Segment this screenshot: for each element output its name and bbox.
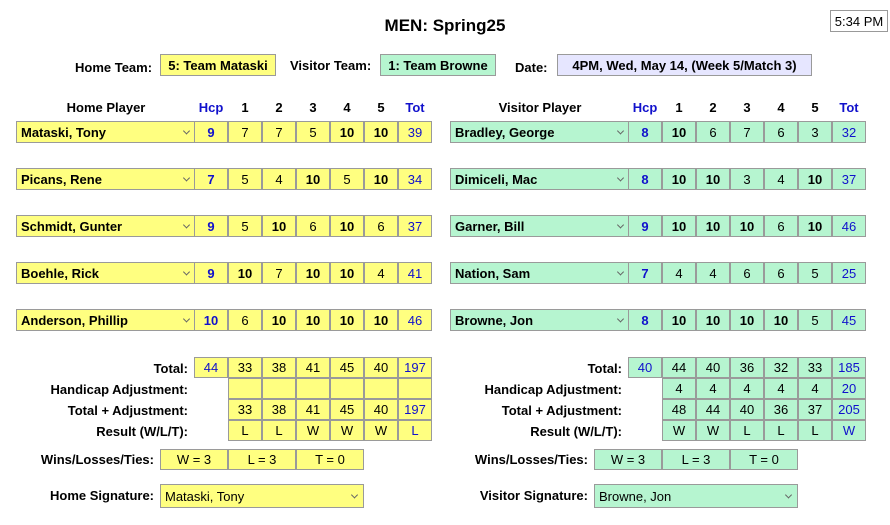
home-total-game: 41 <box>296 357 330 378</box>
visitor-header-g3: 3 <box>743 100 751 115</box>
home-player-game[interactable]: 10 <box>296 168 330 190</box>
visitor-player-select[interactable] <box>450 121 630 143</box>
visitor-total-game: 36 <box>730 357 764 378</box>
visitor-player-hcp[interactable]: 8 <box>628 168 662 190</box>
home-player-game[interactable]: 6 <box>296 215 330 237</box>
home-result-game: W <box>296 420 330 441</box>
home-player-game[interactable]: 10 <box>330 121 364 143</box>
date-field[interactable]: 4PM, Wed, May 14, (Week 5/Match 3) <box>557 54 812 76</box>
visitor-player-game[interactable]: 4 <box>662 262 696 284</box>
home-adj-game <box>228 378 262 399</box>
visitor-player-game[interactable]: 3 <box>798 121 832 143</box>
home-player-game[interactable]: 10 <box>296 262 330 284</box>
chevron-down-icon <box>183 268 190 275</box>
visitor-header-tot: Tot <box>839 100 859 115</box>
visitor-player-game[interactable]: 10 <box>662 121 696 143</box>
home-player-game[interactable]: 4 <box>364 262 398 284</box>
visitor-total-game: 32 <box>764 357 798 378</box>
chevron-down-icon <box>183 221 190 228</box>
visitor-player-hcp[interactable]: 7 <box>628 262 662 284</box>
visitor-wlt-label: Wins/Losses/Ties: <box>474 452 588 467</box>
home-header-g2: 2 <box>275 100 283 115</box>
home-player-game[interactable]: 10 <box>330 215 364 237</box>
home-wlt-l: L = 3 <box>228 449 296 470</box>
visitor-team-label: Visitor Team: <box>290 58 372 73</box>
visitor-adj-game: 4 <box>696 378 730 399</box>
visitor-player-hcp[interactable]: 9 <box>628 215 662 237</box>
home-adj-game <box>262 378 296 399</box>
visitor-result-game: L <box>764 420 798 441</box>
visitor-player-game[interactable]: 10 <box>696 309 730 331</box>
chevron-down-icon <box>785 491 792 498</box>
visitor-player-game[interactable]: 10 <box>798 215 832 237</box>
home-header-g5: 5 <box>377 100 385 115</box>
visitor-total-game: 33 <box>798 357 832 378</box>
visitor-total_adj-game: 37 <box>798 399 832 420</box>
home-player-hcp[interactable]: 9 <box>194 262 228 284</box>
home-player-game[interactable]: 5 <box>228 168 262 190</box>
home-team-field[interactable]: 5: Team Mataski <box>160 54 276 76</box>
home-player-game[interactable]: 7 <box>228 121 262 143</box>
visitor-player-game[interactable]: 7 <box>730 121 764 143</box>
visitor-player-game[interactable]: 10 <box>662 168 696 190</box>
home-adj-game <box>330 378 364 399</box>
visitor-header-g2: 2 <box>709 100 717 115</box>
visitor-player-hcp[interactable]: 8 <box>628 121 662 143</box>
home-player-total: 37 <box>398 215 432 237</box>
home-player-game[interactable]: 10 <box>330 262 364 284</box>
visitor-player-header: Visitor Player <box>498 100 582 115</box>
home-total-game: 33 <box>228 357 262 378</box>
visitor-player-game[interactable]: 10 <box>764 309 798 331</box>
home-adj-game <box>296 378 330 399</box>
visitor-adj-game: 4 <box>798 378 832 399</box>
visitor-total_adj-tot: 205 <box>832 399 866 420</box>
visitor-player-game[interactable]: 10 <box>662 215 696 237</box>
home-wlt-label: Wins/Losses/Ties: <box>40 452 154 467</box>
visitor-total-hcp: 40 <box>628 357 662 378</box>
player-name: Schmidt, Gunter <box>21 218 123 234</box>
visitor-adj-label: Handicap Adjustment: <box>484 382 622 397</box>
home-header-g3: 3 <box>309 100 317 115</box>
visitor-player-hcp[interactable]: 8 <box>628 309 662 331</box>
home-result-game: W <box>364 420 398 441</box>
chevron-down-icon <box>617 174 624 181</box>
visitor-player-game[interactable]: 5 <box>798 262 832 284</box>
visitor-result-game: L <box>798 420 832 441</box>
home-header-hcp: Hcp <box>198 100 224 115</box>
visitor-player-game[interactable]: 6 <box>696 121 730 143</box>
signature-name: Mataski, Tony <box>165 488 245 504</box>
home-total-game: 45 <box>330 357 364 378</box>
visitor-team-field[interactable]: 1: Team Browne <box>380 54 496 76</box>
home-player-game[interactable]: 10 <box>296 309 330 331</box>
visitor-player-game[interactable]: 4 <box>696 262 730 284</box>
home-result-game: L <box>228 420 262 441</box>
home-total_adj-game: 41 <box>296 399 330 420</box>
home-wlt-t: T = 0 <box>296 449 364 470</box>
signature-name: Browne, Jon <box>599 488 672 504</box>
visitor-total-game: 40 <box>696 357 730 378</box>
home-player-game[interactable]: 10 <box>364 121 398 143</box>
visitor-total_adj-game: 48 <box>662 399 696 420</box>
visitor-player-game[interactable]: 10 <box>798 168 832 190</box>
visitor-result-game: L <box>730 420 764 441</box>
visitor-adj-game: 4 <box>730 378 764 399</box>
visitor-player-game[interactable]: 3 <box>730 168 764 190</box>
visitor-signature-label: Visitor Signature: <box>479 488 588 503</box>
home-signature-label: Home Signature: <box>49 488 154 503</box>
home-header-g1: 1 <box>241 100 249 115</box>
home-player-game[interactable]: 6 <box>228 309 262 331</box>
visitor-wlt-l: L = 3 <box>662 449 730 470</box>
home-total_adj-game: 33 <box>228 399 262 420</box>
home-player-hcp[interactable]: 9 <box>194 215 228 237</box>
home-player-hcp[interactable]: 10 <box>194 309 228 331</box>
visitor-header-g1: 1 <box>675 100 683 115</box>
home-player-select[interactable] <box>16 215 196 237</box>
player-name: Boehle, Rick <box>21 265 100 281</box>
home-total-label: Total: <box>153 361 188 376</box>
home-player-total: 34 <box>398 168 432 190</box>
visitor-adj-game: 4 <box>662 378 696 399</box>
visitor-signature-select[interactable] <box>594 484 798 508</box>
home-total-game: 38 <box>262 357 296 378</box>
visitor-player-game[interactable]: 6 <box>764 215 798 237</box>
home-player-game[interactable]: 10 <box>262 309 296 331</box>
visitor-player-game[interactable]: 10 <box>696 215 730 237</box>
home-player-game[interactable]: 5 <box>330 168 364 190</box>
player-name: Mataski, Tony <box>21 124 107 140</box>
home-player-select[interactable] <box>16 168 196 190</box>
visitor-wlt-w: W = 3 <box>594 449 662 470</box>
visitor-header-hcp: Hcp <box>632 100 658 115</box>
chevron-down-icon <box>351 491 358 498</box>
home-player-game[interactable]: 5 <box>228 215 262 237</box>
home-adj-game <box>364 378 398 399</box>
home-player-game[interactable]: 10 <box>262 215 296 237</box>
visitor-player-total: 45 <box>832 309 866 331</box>
home-result-tot: L <box>398 420 432 441</box>
home-player-hcp[interactable]: 7 <box>194 168 228 190</box>
home-player-game[interactable]: 10 <box>228 262 262 284</box>
home-team-label: Home Team: <box>75 60 153 75</box>
home-player-game[interactable]: 10 <box>330 309 364 331</box>
visitor-player-game[interactable]: 5 <box>798 309 832 331</box>
home-player-select[interactable] <box>16 262 196 284</box>
visitor-player-select[interactable] <box>450 309 630 331</box>
home-result-game: W <box>330 420 364 441</box>
visitor-player-total: 32 <box>832 121 866 143</box>
player-name: Garner, Bill <box>455 218 525 234</box>
chevron-down-icon <box>617 268 624 275</box>
visitor-result-tot: W <box>832 420 866 441</box>
home-header-g4: 4 <box>343 100 351 115</box>
home-player-game[interactable]: 7 <box>262 262 296 284</box>
page-title: MEN: Spring25 <box>384 16 506 35</box>
home-total-hcp: 44 <box>194 357 228 378</box>
visitor-total-label: Total: <box>587 361 622 376</box>
visitor-player-game[interactable]: 10 <box>696 168 730 190</box>
home-player-game[interactable]: 4 <box>262 168 296 190</box>
visitor-wlt-t: T = 0 <box>730 449 798 470</box>
visitor-header-g4: 4 <box>777 100 785 115</box>
chevron-down-icon <box>183 174 190 181</box>
home-player-total: 39 <box>398 121 432 143</box>
visitor-player-total: 37 <box>832 168 866 190</box>
home-player-game[interactable]: 6 <box>364 215 398 237</box>
home-total-game: 40 <box>364 357 398 378</box>
visitor-total_adj-game: 36 <box>764 399 798 420</box>
player-name: Nation, Sam <box>455 265 531 281</box>
player-name: Picans, Rene <box>21 171 102 187</box>
home-result-label: Result (W/L/T): <box>96 424 188 439</box>
visitor-total_adj-game: 44 <box>696 399 730 420</box>
chevron-down-icon <box>617 221 624 228</box>
home-wlt-w: W = 3 <box>160 449 228 470</box>
clock: 5:34 PM <box>830 10 888 32</box>
home-player-game[interactable]: 7 <box>262 121 296 143</box>
visitor-player-game[interactable]: 10 <box>730 309 764 331</box>
visitor-adj-game: 4 <box>764 378 798 399</box>
home-player-hcp[interactable]: 9 <box>194 121 228 143</box>
visitor-header-g5: 5 <box>811 100 819 115</box>
home-player-select[interactable] <box>16 309 196 331</box>
visitor-total-tot: 185 <box>832 357 866 378</box>
home-adj-label: Handicap Adjustment: <box>50 382 188 397</box>
visitor-player-game[interactable]: 10 <box>730 215 764 237</box>
chevron-down-icon <box>183 315 190 322</box>
home-total-tot: 197 <box>398 357 432 378</box>
visitor-result-game: W <box>662 420 696 441</box>
visitor-result-label: Result (W/L/T): <box>530 424 622 439</box>
visitor-player-select[interactable] <box>450 168 630 190</box>
home-total_adj-tot: 197 <box>398 399 432 420</box>
visitor-player-total: 25 <box>832 262 866 284</box>
home-total_adj-game: 40 <box>364 399 398 420</box>
visitor-player-total: 46 <box>832 215 866 237</box>
home-total_adj-label: Total + Adjustment: <box>67 403 188 418</box>
home-player-total: 41 <box>398 262 432 284</box>
visitor-result-game: W <box>696 420 730 441</box>
home-player-select[interactable] <box>16 121 196 143</box>
home-total_adj-game: 38 <box>262 399 296 420</box>
visitor-player-game[interactable]: 10 <box>662 309 696 331</box>
home-total_adj-game: 45 <box>330 399 364 420</box>
home-result-game: L <box>262 420 296 441</box>
player-name: Dimiceli, Mac <box>455 171 538 187</box>
home-player-total: 46 <box>398 309 432 331</box>
home-player-game[interactable]: 10 <box>364 309 398 331</box>
player-name: Browne, Jon <box>455 312 534 328</box>
home-signature-select[interactable] <box>160 484 364 508</box>
date-label: Date: <box>515 60 548 75</box>
visitor-total-game: 44 <box>662 357 696 378</box>
player-name: Bradley, George <box>455 124 555 140</box>
visitor-total_adj-label: Total + Adjustment: <box>501 403 622 418</box>
player-name: Anderson, Phillip <box>21 312 128 328</box>
visitor-player-select[interactable] <box>450 215 630 237</box>
home-player-game[interactable]: 5 <box>296 121 330 143</box>
visitor-player-game[interactable]: 6 <box>730 262 764 284</box>
chevron-down-icon <box>183 127 190 134</box>
visitor-player-select[interactable] <box>450 262 630 284</box>
visitor-player-game[interactable]: 4 <box>764 168 798 190</box>
home-header-tot: Tot <box>405 100 425 115</box>
home-player-header: Home Player <box>66 100 146 115</box>
visitor-adj-tot: 20 <box>832 378 866 399</box>
visitor-total_adj-game: 40 <box>730 399 764 420</box>
chevron-down-icon <box>617 315 624 322</box>
home-player-game[interactable]: 10 <box>364 168 398 190</box>
visitor-player-game[interactable]: 6 <box>764 121 798 143</box>
visitor-player-game[interactable]: 6 <box>764 262 798 284</box>
chevron-down-icon <box>617 127 624 134</box>
